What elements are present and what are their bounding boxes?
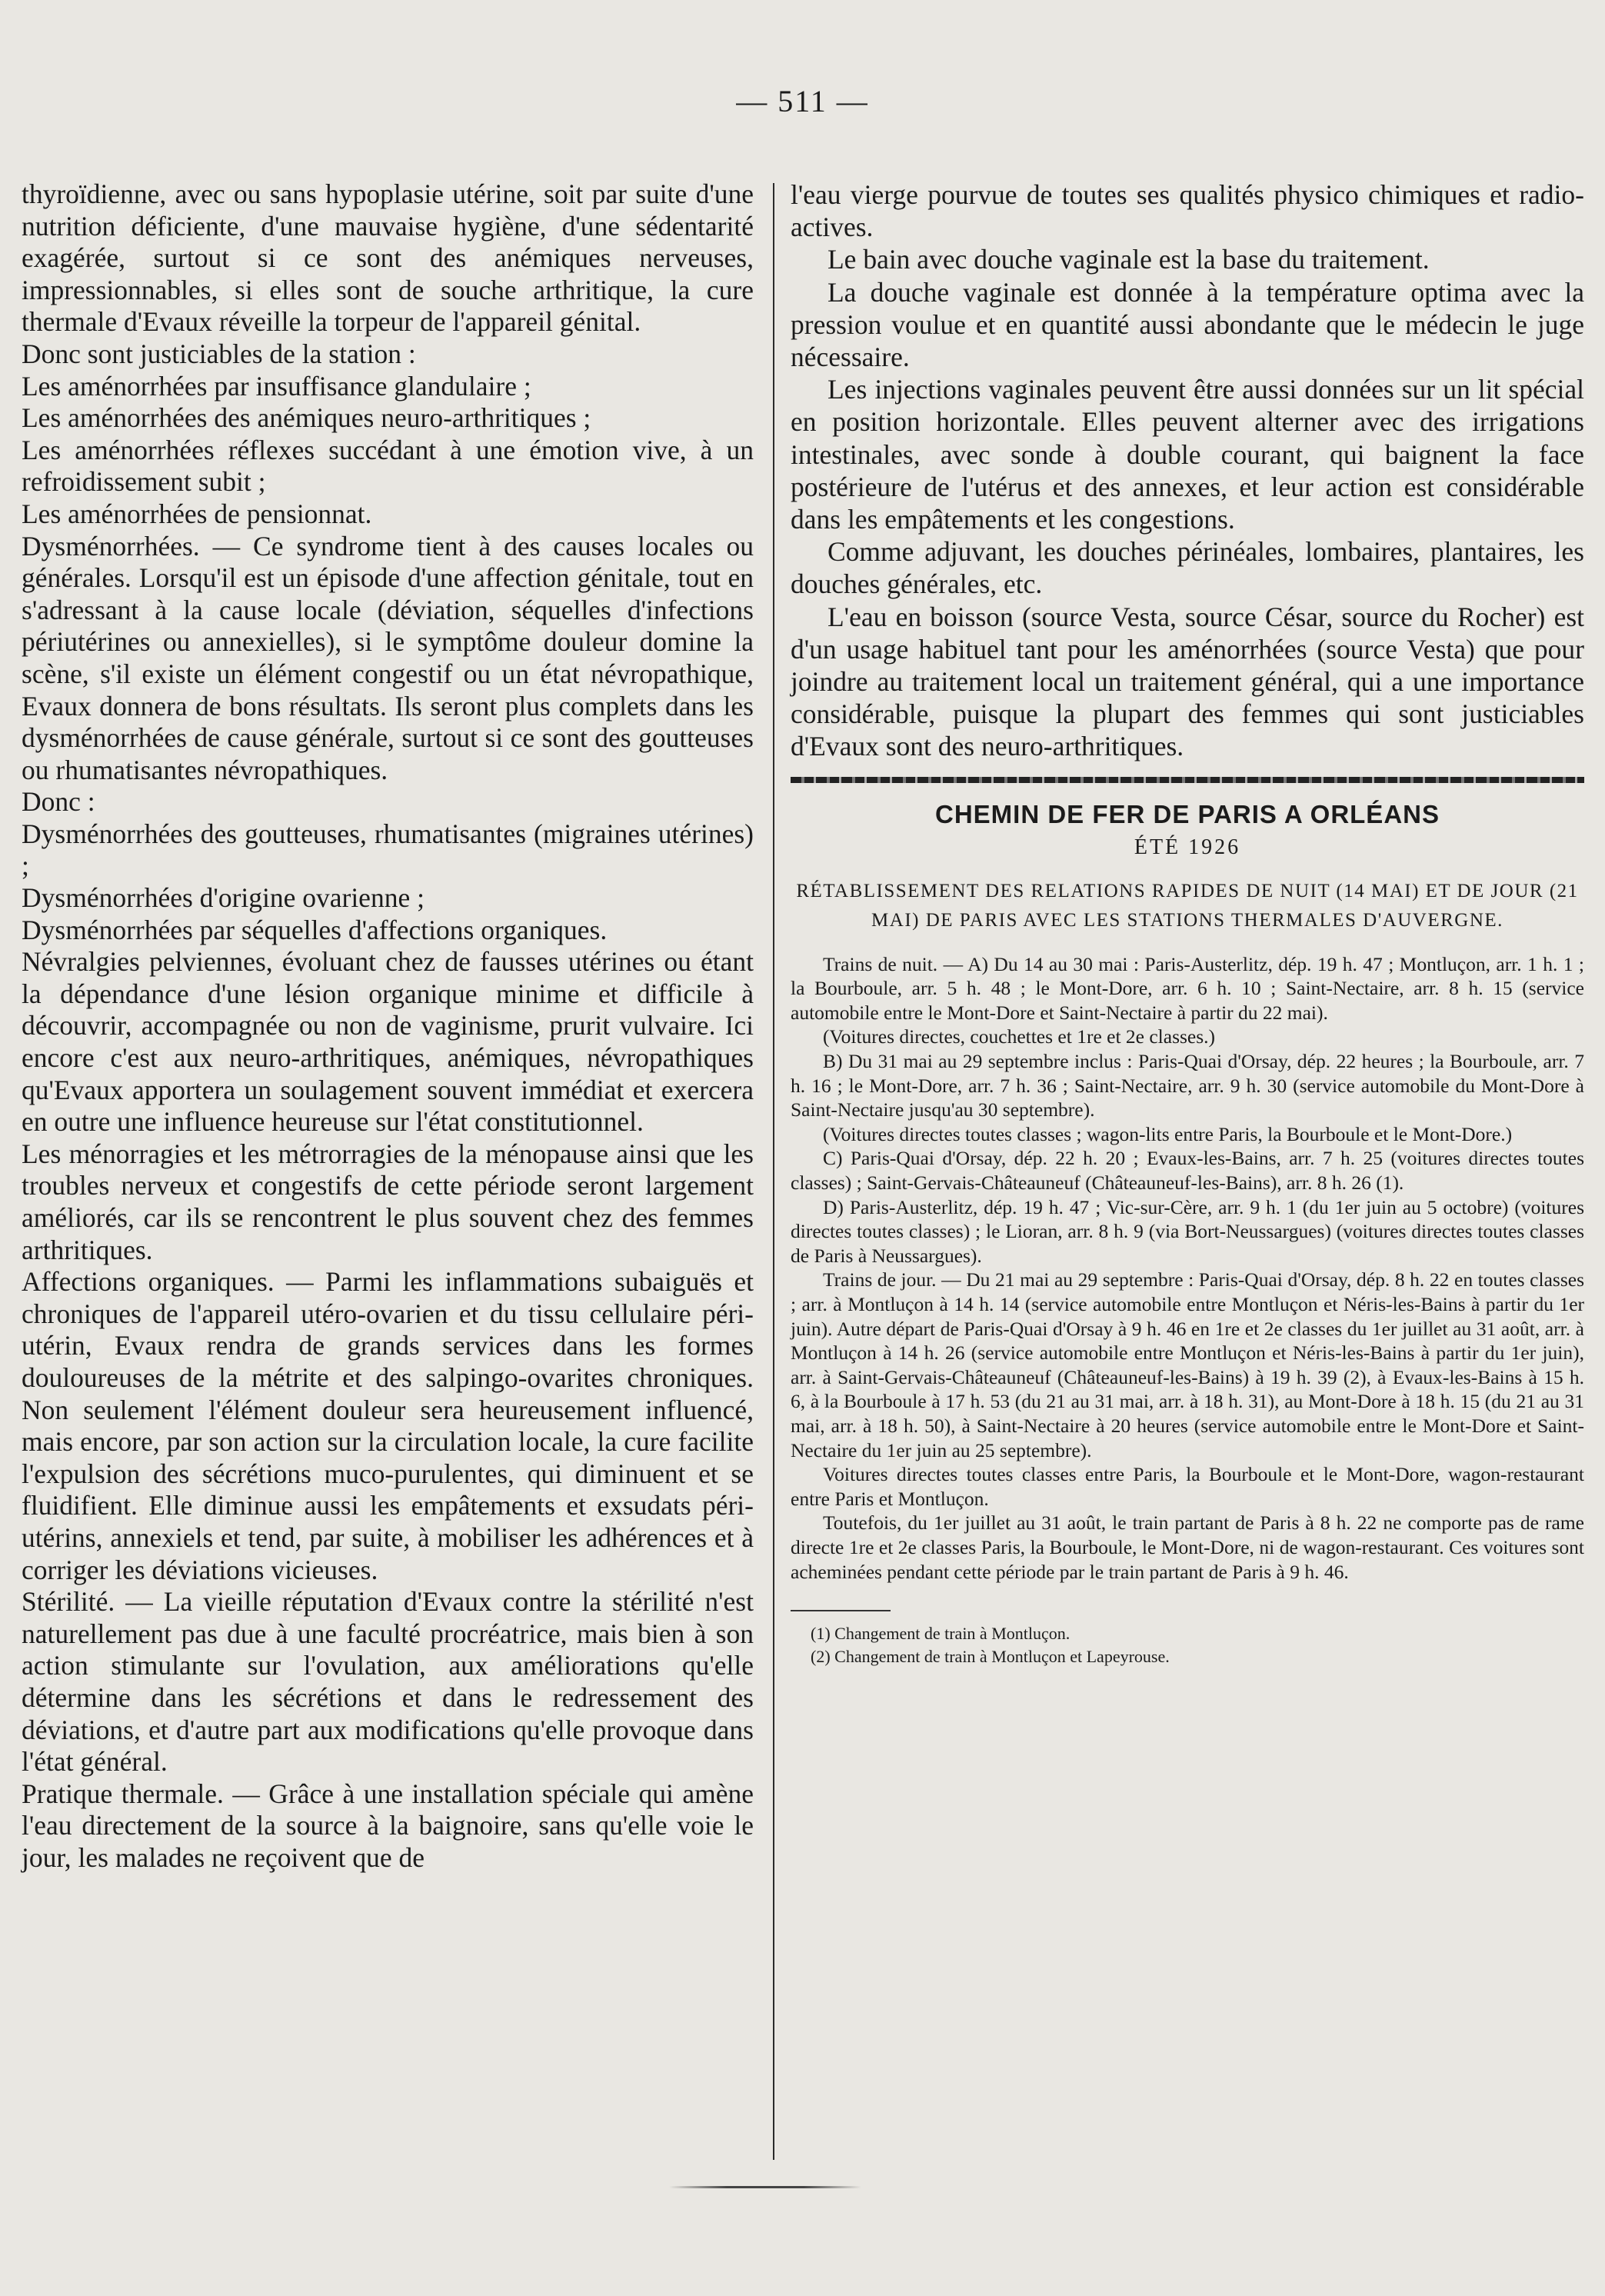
timetable-paragraph: D) Paris-Austerlitz, dép. 19 h. 47 ; Vic-sur-Cère, arr. 9 h. 1 (du 1er juin au 5 octobre) (voitures directes toutes classes) ; le Lioran, arr. 8 h. 9 (via Bort-Neussargues) (voitures directes toutes classes de Paris à Neussargues).: [791, 1195, 1584, 1267]
paragraph: Les ménorragies et les métrorragies de la ménopause ainsi que les troubles nerveux et congestifs de cette période seront largement améliorés, car ils se rencontrent le plus souvent chez des femmes arthritiques.: [22, 1138, 754, 1265]
column-divider: [773, 183, 774, 2160]
railway-notice: [791, 800, 1584, 1668]
paragraph: Les aménorrhées des anémiques neuro-arthritiques ;: [22, 402, 591, 434]
timetable-paragraph: Toutefois, du 1er juillet au 31 août, le train partant de Paris à 8 h. 22 ne comporte pas de rame directe 1re et 2e classes Paris, la Bourboule, le Mont-Dore, ni de wagon-restaurant. Ces voitures sont acheminées pendant cette période par le train partant de Paris à 9 h. 46.: [791, 1511, 1584, 1583]
paragraph: Les aménorrhées de pensionnat.: [22, 498, 372, 529]
paragraph: Les injections vaginales peuvent être aussi données sur un lit spécial en position horizontale. Elles peuvent alterner avec des irrigations intestinales, avec sonde à double courant, qui baignent la face postérieure de l'utérus et des annexes, et leur action est considérable dans les empâtements et les congestions.: [791, 374, 1584, 535]
footnote: (2) Changement de train à Montluçon et Lapeyrouse.: [811, 1647, 1170, 1667]
bottom-rule: [669, 2186, 861, 2188]
paragraph: Névralgies pelviennes, évoluant chez de fausses utérines ou étant la dépendance d'une lésion organique minime et difficile à découvrir, accompagnée ou non de vaginisme, prurit vulvaire. Ici encore c'est aux neuro-arthritiques, anémiques, névropathiques qu'Evaux apportera un soulagement souvent immédiat et exercera en outre une influence heureuse sur l'état constitutionnel.: [22, 946, 754, 1138]
page-number: — 511 —: [736, 84, 869, 118]
timetable-paragraph: Voitures directes toutes classes entre Paris, la Bourboule et le Mont-Dore, wagon-restaurant entre Paris et Montluçon.: [791, 1463, 1584, 1510]
timetable-paragraph: B) Du 31 mai au 29 septembre inclus : Paris-Quai d'Orsay, dép. 22 heures ; la Bourboule, arr. 7 h. 16 ; le Mont-Dore, arr. 7 h. 36 ; Saint-Nectaire, arr. 9 h. 30 (service automobile du Mont-Dore à Saint-Nectaire jusqu'au 30 septembre).: [791, 1050, 1584, 1121]
paragraph: Dysménorrhées. — Ce syndrome tient à des causes locales ou générales. Lorsqu'il est un épisode d'une affection génitale, tout en s'adressant à la cause locale (déviation, séquelles d'infections périutérines ou annexielles), si le symptôme douleur domine la scène, s'il existe un élément congestif ou un état névropathique, Evaux donnera de bons résultats. Ils seront plus complets dans les dysménorrhées de cause générale, surtout si ce sont des goutteuses ou rhumatisantes névropathiques.: [22, 530, 754, 785]
paragraph: Le bain avec douche vaginale est la base du traitement.: [827, 244, 1430, 275]
timetable-paragraph: (Voitures directes toutes classes ; wagon-lits entre Paris, la Bourboule et le Mont-Dore.): [823, 1122, 1513, 1145]
right-column: [791, 178, 1584, 1668]
paragraph: Affections organiques. — Parmi les inflammations subaiguës et chroniques de l'appareil utéro-ovarien et du tissu cellulaire péri-utérin, Evaux rendra de grands services dans les formes douloureuses de la métrite et des salpingo-ovarites chroniques. Non seulement l'élément douleur sera heureusement influencé, mais encore, par son action sur la circulation locale, la cure facilite l'expulsion des sécrétions muco-purulentes, qui diminuent et se fluidifient. Elle diminue aussi les empâtements et exsudats péri-utérins, annexiels et tend, par suite, à mobiliser les adhérences et à corriger les déviations vicieuses.: [22, 1266, 754, 1585]
paragraph: Comme adjuvant, les douches périnéales, lombaires, plantaires, les douches générales, etc.: [791, 536, 1584, 600]
railway-season: ÉTÉ 1926: [1134, 835, 1241, 859]
paragraph: Donc :: [22, 786, 95, 818]
paragraph: Dysménorrhées par séquelles d'affections organiques.: [22, 914, 608, 945]
paragraph: Dysménorrhées d'origine ovarienne ;: [22, 882, 425, 914]
paragraph: l'eau vierge pourvue de toutes ses qualités physico chimiques et radio-actives.: [791, 179, 1584, 243]
paragraph: Les aménorrhées réflexes succédant à une émotion vive, à un refroidissement subit ;: [22, 434, 754, 498]
paragraph: Pratique thermale. — Grâce à une installation spéciale qui amène l'eau directement de la source à la baignoire, sans qu'elle voie le jour, les malades ne reçoivent que de: [22, 1778, 754, 1873]
paragraph: Stérilité. — La vieille réputation d'Evaux contre la stérilité n'est naturellement pas due à une faculté procréatrice, mais bien à son action stimulante sur l'ovulation, aux améliorations qu'elle détermine dans les sécrétions et dans le redressement des déviations, et d'autre part aux modifications qu'elle provoque dans l'état général.: [22, 1586, 754, 1778]
paragraph: Les aménorrhées par insuffisance glandulaire ;: [22, 370, 531, 402]
paragraph: thyroïdienne, avec ou sans hypoplasie utérine, soit par suite d'une nutrition déficiente, d'une mauvaise hygiène, d'une sédentarité exagérée, surtout si ce sont des anémiques nerveuses, impressionnables, si elles sont de souche arthritique, la cure thermale d'Evaux réveille la torpeur de l'appareil génital.: [22, 178, 754, 338]
paragraph: La douche vaginale est donnée à la température optima avec la pression voulue et en quantité aussi abondante que le médecin le juge nécessaire.: [791, 276, 1584, 373]
paragraph: Dysménorrhées des goutteuses, rhumatisantes (migraines utérines) ;: [22, 818, 754, 881]
decorative-rule: [791, 777, 1584, 783]
left-column: [22, 178, 754, 1874]
timetable-paragraph: Trains de jour. — Du 21 mai au 29 septembre : Paris-Quai d'Orsay, dép. 8 h. 22 en toutes classes ; arr. à Montluçon à 14 h. 14 (service automobile entre Montluçon et Néris-les-Bains à partir du 1er juin). Autre départ de Paris-Quai d'Orsay à 9 h. 46 en 1re et 2e classes du 1er juillet au 31 août, arr. à Montluçon à 14 h. 26 (service automobile entre Montluçon et Néris-les-Bains à partir du 1er juin), arr. à Saint-Gervais-Châteauneuf (Châteauneuf-les-Bains) à 19 h. 39 (2), à Evaux-les-Bains à 15 h. 6, à la Bourboule à 17 h. 53 (du 21 au 31 mai, arr. à 18 h. 31), au Mont-Dore à 18 h. 15 (du 21 au 31 mai, arr. à 18 h. 50), à Saint-Nectaire à 20 heures (service automobile entre le Mont-Dore et Saint-Nectaire du 1er juin au 25 septembre).: [791, 1268, 1584, 1461]
paragraph: Donc sont justiciables de la station :: [22, 338, 416, 369]
footnote-rule: [791, 1610, 891, 1611]
railway-subheading: RÉTABLISSEMENT DES RELATIONS RAPIDES DE NUIT (14 MAI) ET DE JOUR (21 MAI) DE PARIS AVEC LES STATIONS THERMALES D'AUVERGNE.: [796, 880, 1579, 931]
footnote: (1) Changement de train à Montluçon.: [811, 1624, 1071, 1644]
timetable-paragraph: C) Paris-Quai d'Orsay, dép. 22 h. 20 ; Evaux-les-Bains, arr. 7 h. 25 (voitures directes toutes classes) ; Saint-Gervais-Châteauneuf (Châteauneuf-les-Bains), arr. 8 h. 26 (1).: [791, 1147, 1584, 1194]
paragraph: L'eau en boisson (source Vesta, source César, source du Rocher) est d'un usage habituel tant pour les aménorrhées (source Vesta) que pour joindre au traitement local un traitement général, qui a une importance considérable, puisque la plupart des femmes qui sont justiciables d'Evaux sont des neuro-arthritiques.: [791, 601, 1584, 762]
timetable-paragraph: (Voitures directes, couchettes et 1re et 2e classes.): [823, 1025, 1216, 1048]
railway-title: CHEMIN DE FER DE PARIS A ORLÉANS: [935, 799, 1440, 828]
timetable-paragraph: Trains de nuit. — A) Du 14 au 30 mai : Paris-Austerlitz, dép. 19 h. 47 ; Montluçon, arr. 1 h. 1 ; la Bourboule, arr. 5 h. 48 ; le Mont-Dore, arr. 6 h. 10 ; Saint-Nectaire, arr. 8 h. 15 (service automobile entre le Mont-Dore et Saint-Nectaire à partir du 22 mai).: [791, 952, 1584, 1024]
